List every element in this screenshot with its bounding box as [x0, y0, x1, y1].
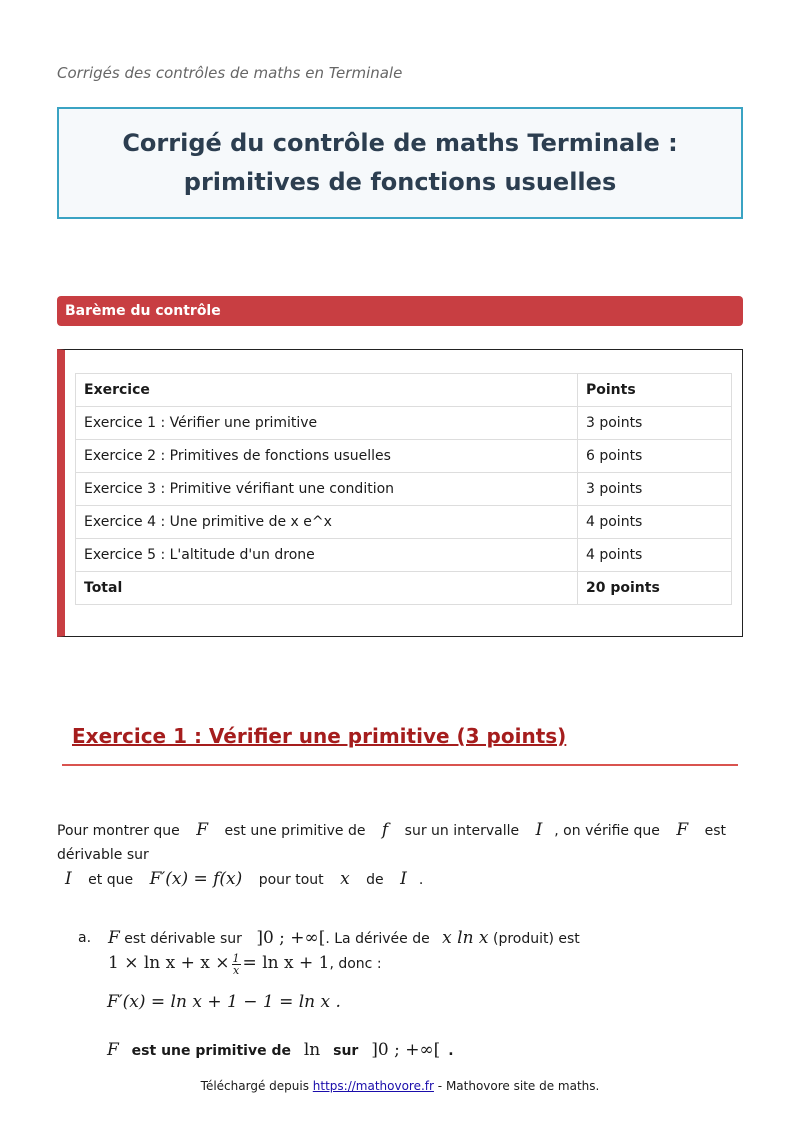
table-cell-exercise: Exercice 5 : L'altitude d'un drone — [76, 539, 578, 572]
intro-text: Pour montrer que — [57, 823, 180, 839]
intro-text: pour tout — [258, 872, 324, 888]
footer-link[interactable]: https://mathovore.fr — [312, 1079, 434, 1093]
header-note: Corrigés des contrôles de maths en Terminale — [57, 64, 403, 82]
item-a-conclusion — [107, 1040, 454, 1060]
table-row — [76, 473, 732, 506]
math-I: I — [65, 869, 72, 889]
table-header-row — [76, 374, 732, 407]
table-cell-exercise: Exercice 2 : Primitives de fonctions usuelles — [76, 440, 578, 473]
math-equation: F′(x) = f(x) — [149, 869, 243, 889]
table-cell-points: 4 points — [578, 506, 732, 539]
math-F: F — [108, 928, 120, 948]
math-expression-right: = ln x + 1 — [242, 953, 330, 973]
math-ln: ln — [303, 1040, 321, 1060]
math-f: f — [381, 820, 389, 840]
math-F: F — [107, 1040, 119, 1060]
intro-text: , on vérifie que — [554, 823, 660, 839]
conclusion-text: sur — [333, 1043, 359, 1059]
math-fraction — [232, 953, 241, 976]
footer — [0, 1079, 800, 1093]
bareme-table — [75, 373, 732, 605]
column-header-points: Points — [578, 374, 732, 407]
total-label: Total — [76, 572, 578, 605]
exercise-1-title: Exercice 1 : Vérifier une primitive (3 points) — [72, 724, 567, 748]
conclusion-text: est une primitive de — [131, 1043, 291, 1059]
math-derivative: F′(x) = ln x + 1 − 1 = ln x . — [107, 992, 341, 1012]
item-text: , donc : — [329, 956, 382, 972]
math-F: F — [676, 820, 689, 840]
table-row — [76, 506, 732, 539]
item-a-body — [108, 926, 708, 976]
exercise-divider — [62, 764, 738, 766]
intro-text: sur un intervalle — [404, 823, 520, 839]
intro-text: est une primitive de — [224, 823, 366, 839]
table-cell-points: 3 points — [578, 407, 732, 440]
math-F: F — [196, 820, 209, 840]
fraction-denominator: x — [232, 963, 240, 977]
title-box — [57, 107, 743, 219]
item-label: a. — [78, 930, 92, 946]
bareme-heading: Barème du contrôle — [57, 296, 743, 326]
table-row — [76, 407, 732, 440]
math-product: x ln x — [442, 928, 489, 948]
table-cell-points: 6 points — [578, 440, 732, 473]
intro-text: . — [418, 872, 424, 888]
item-text: (produit) est — [492, 931, 580, 947]
math-interval: ]0 ; +∞[ — [371, 1040, 441, 1060]
math-expression-left: 1 × ln x + x × — [108, 953, 230, 973]
total-points: 20 points — [578, 572, 732, 605]
item-text: . La dérivée de — [325, 931, 430, 947]
conclusion-text: . — [448, 1043, 454, 1059]
bareme-table-frame — [57, 349, 743, 637]
table-cell-exercise: Exercice 3 : Primitive vérifiant une condition — [76, 473, 578, 506]
table-row — [76, 440, 732, 473]
table-cell-points: 3 points — [578, 473, 732, 506]
table-cell-points: 4 points — [578, 539, 732, 572]
item-text: est dérivable sur — [124, 931, 242, 947]
math-I: I — [535, 820, 543, 840]
intro-text: de — [366, 872, 384, 888]
math-interval: ]0 ; +∞[ — [256, 928, 326, 948]
table-cell-exercise: Exercice 1 : Vérifier une primitive — [76, 407, 578, 440]
footer-suffix: - Mathovore site de maths. — [437, 1079, 600, 1093]
intro-text: et que — [88, 872, 134, 888]
math-I: I — [400, 869, 407, 889]
fraction-numerator: 1 — [232, 951, 240, 965]
table-row — [76, 539, 732, 572]
column-header-exercice: Exercice — [76, 374, 578, 407]
math-x: x — [340, 869, 350, 889]
page-title: Corrigé du contrôle de maths Terminale : primitives de fonctions usuelles — [122, 129, 678, 196]
exercise-1-intro — [57, 818, 747, 892]
table-cell-exercise: Exercice 4 : Une primitive de x e^x — [76, 506, 578, 539]
intro-text: est dérivable sur — [57, 823, 726, 863]
table-total-row — [76, 572, 732, 605]
footer-prefix: Téléchargé depuis — [200, 1079, 309, 1093]
